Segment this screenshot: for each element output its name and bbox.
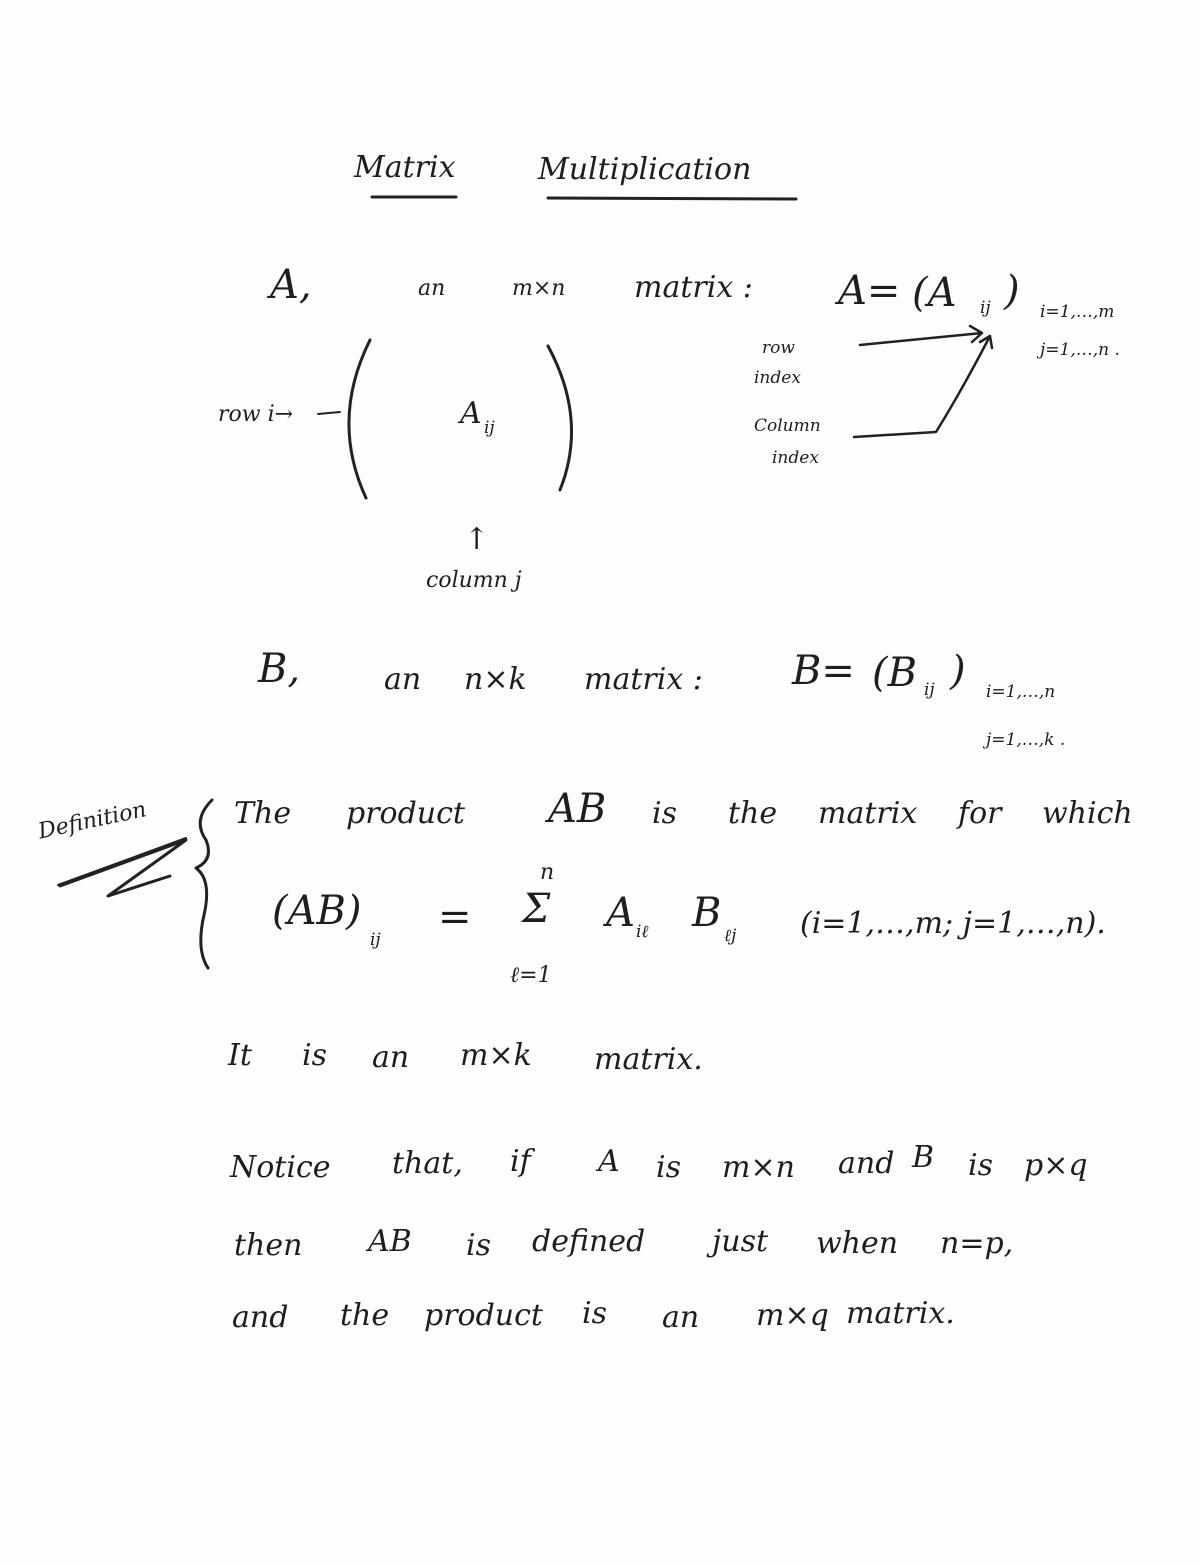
definition-word-the: The [234, 796, 292, 831]
notice-2-word-4: defined [532, 1224, 646, 1259]
matrix-a-def-lhs: A= [838, 268, 901, 314]
notice-1-word-2: that, [392, 1146, 463, 1181]
matrix-b-def-sub: ij [924, 680, 935, 700]
column-j-label: column j [426, 568, 522, 593]
notice-2-word-5: just [712, 1224, 769, 1259]
column-index-label-1: Column [754, 416, 821, 436]
matrix-a-entry: A [460, 396, 482, 431]
definition-word-product: product [346, 796, 465, 831]
notice-3-word-4: is [582, 1296, 607, 1331]
formula-term-a: A [606, 890, 635, 936]
notice-1-word-3: if [510, 1144, 531, 1179]
notice-3-word-2: the [340, 1298, 390, 1333]
result-word-dims: m×k [460, 1038, 532, 1073]
matrix-a-name: A, [270, 262, 312, 308]
matrix-b-an: an [384, 662, 422, 697]
title-word-matrix: Matrix [354, 150, 456, 185]
matrix-a-range-i: i=1,…,m [1040, 302, 1115, 322]
notice-1-word-9: is [968, 1148, 993, 1183]
matrix-a-entry-sub: ij [484, 418, 495, 438]
matrix-b-name: B, [258, 646, 301, 692]
title-underline-2 [548, 198, 796, 199]
notice-3-word-1: and [232, 1300, 289, 1335]
matrix-a-def-sub: ij [980, 298, 991, 318]
definition-word-is: is [652, 796, 677, 831]
notice-1-word-4: A [598, 1144, 620, 1179]
result-word-it: It [228, 1038, 252, 1073]
matrix-a-an: an [418, 276, 446, 301]
formula-equals: = [438, 894, 472, 940]
formula-lhs: (AB) [272, 888, 362, 934]
definition-squiggle [60, 840, 186, 896]
matrix-b-range-i: i=1,…,n [986, 682, 1056, 702]
formula-term-b-sub: ℓj [724, 926, 737, 946]
definition-brace [196, 800, 212, 968]
row-index-arrow [860, 326, 982, 345]
matrix-b-matrix-word: matrix : [584, 662, 703, 697]
matrix-b-def-close: ) [950, 648, 966, 694]
row-index-label-1: row [762, 338, 795, 358]
left-paren-matrix-a [349, 340, 370, 498]
row-i-label: row i→ [218, 402, 294, 427]
matrix-a-range-j: j=1,…,n . [1040, 340, 1120, 360]
notice-1-word-1: Notice [230, 1150, 331, 1185]
notice-2-word-3: is [466, 1228, 491, 1263]
notice-1-word-6: m×n [722, 1150, 795, 1185]
formula-term-a-sub: iℓ [636, 922, 649, 942]
right-paren-matrix-a [548, 346, 572, 490]
definition-word-matrix: matrix [818, 796, 918, 831]
definition-word-ab: AB [548, 786, 607, 832]
matrix-a-matrix-word: matrix : [634, 270, 753, 305]
row-i-arrow [318, 412, 340, 414]
matrix-a-dims: m×n [512, 276, 566, 301]
notice-3-word-7: matrix. [846, 1296, 955, 1331]
definition-word-for: for [958, 796, 1002, 831]
matrix-a-def-paren: (A [912, 270, 957, 316]
result-word-an: an [372, 1040, 410, 1075]
row-index-label-2: index [754, 368, 801, 388]
matrix-b-def-paren: (B [872, 650, 917, 696]
column-index-arrow [854, 336, 992, 437]
title-word-multiplication: Multiplication [538, 152, 752, 187]
notice-3-word-5: an [662, 1300, 700, 1335]
notice-1-word-10: p×q [1024, 1148, 1088, 1183]
definition-margin-label: Definition [36, 797, 149, 845]
notice-2-word-2: AB [368, 1224, 412, 1259]
notice-3-word-3: product [424, 1298, 543, 1333]
matrix-b-range-j: j=1,…,k . [986, 730, 1066, 750]
notice-1-word-5: is [656, 1150, 681, 1185]
column-index-label-2: index [772, 448, 819, 468]
sum-symbol: Σ [522, 886, 551, 932]
matrix-b-def-lhs: B= [792, 648, 855, 694]
result-word-is: is [302, 1038, 327, 1073]
matrix-b-dims: n×k [464, 662, 527, 697]
sum-lower-limit: ℓ=1 [510, 963, 552, 988]
matrix-a-def-close: ) [1004, 268, 1020, 314]
definition-word-which: which [1042, 796, 1133, 831]
sum-upper-limit: n [540, 860, 555, 885]
notice-2-word-1: then [234, 1228, 303, 1263]
formula-lhs-sub: ij [370, 930, 381, 950]
notice-1-word-7: and [838, 1146, 895, 1181]
notice-1-word-8: B [912, 1140, 935, 1175]
notice-3-word-6: m×q [756, 1298, 829, 1333]
notice-2-word-7: n=p, [940, 1226, 1014, 1261]
formula-condition: (i=1,…,m; j=1,…,n). [800, 906, 1106, 941]
definition-word-the-2: the [728, 796, 778, 831]
formula-term-b: B [692, 890, 722, 936]
column-j-arrow: ↑ [464, 522, 490, 557]
result-word-matrix: matrix. [594, 1042, 703, 1077]
notice-2-word-6: when [816, 1226, 899, 1261]
